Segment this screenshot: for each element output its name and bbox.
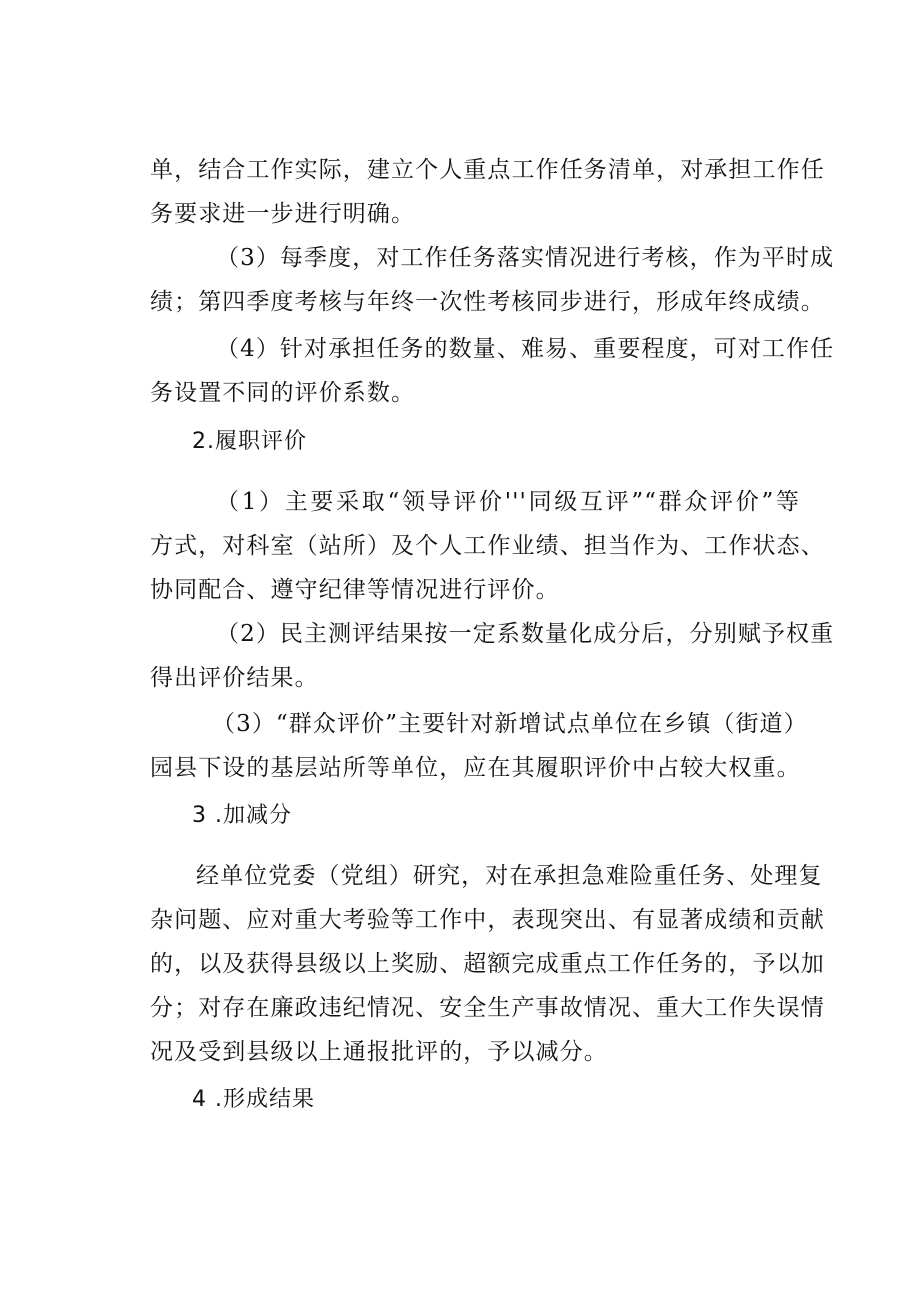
paragraph-line: （4）针对承担任务的数量、难易、重要程度，可对工作任 [216, 336, 835, 362]
paragraph-line: 杂问题、应对重大考验等工作中，表现突出、有显著成绩和贡献 [150, 907, 825, 933]
paragraph-line: 绩；第四季度考核与年终一次性考核同步进行，形成年终成绩。 [150, 289, 825, 315]
paragraph-line: （2）民主测评结果按一定系数量化成分后，分别赋予权重 [216, 621, 835, 647]
paragraph-line: 协同配合、遵守纪律等情况进行评价。 [150, 577, 560, 603]
paragraph-line: 务设置不同的评价系数。 [150, 380, 416, 406]
paragraph-line: （1）主要采取“领导评价'''同级互评”“群众评价”等 [216, 489, 800, 515]
paragraph-line: 分；对存在廉政违纪情况、安全生产事故情况、重大工作失误情 [150, 995, 825, 1021]
paragraph-line: 的，以及获得县级以上奖励、超额完成重点工作任务的，予以加 [150, 951, 825, 977]
paragraph-line: 经单位党委（党组）研究，对在承担急难险重任务、处理复 [196, 863, 823, 889]
paragraph-line: 得出评价结果。 [150, 665, 319, 691]
paragraph-line: 况及受到县级以上通报批评的，予以减分。 [150, 1039, 608, 1065]
section-heading: 3 .加减分 [192, 803, 292, 828]
paragraph-line: （3）每季度，对工作任务落实情况进行考核，作为平时成 [216, 245, 835, 271]
paragraph-line: 务要求进一步进行明确。 [150, 201, 416, 227]
paragraph-line: 园县下设的基层站所等单位，应在其履职评价中占较大权重。 [150, 755, 801, 781]
section-heading: 2.履职评价 [192, 429, 307, 454]
paragraph-line: （3）“群众评价”主要针对新增试点单位在乡镇（街道） [212, 711, 808, 737]
paragraph-line: 方式，对科室（站所）及个人工作业绩、担当作为、工作状态、 [150, 533, 825, 559]
section-heading: 4 .形成结果 [192, 1087, 315, 1112]
paragraph-line: 单，结合工作实际，建立个人重点工作任务清单，对承担工作任 [150, 157, 825, 183]
